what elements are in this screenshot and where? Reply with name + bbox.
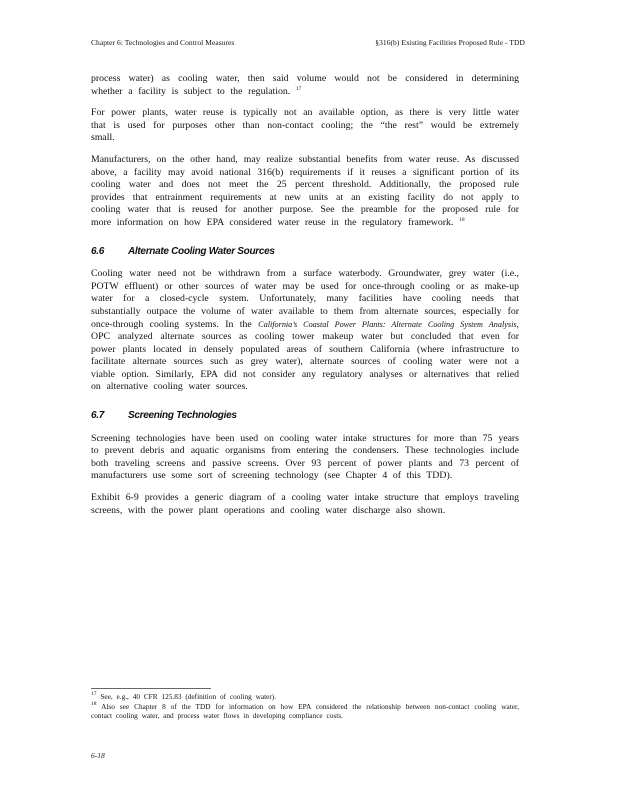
paragraph-power-plants-reuse xyxy=(91,107,519,145)
footnote-18 xyxy=(91,702,519,721)
footnote-mark: 17 xyxy=(91,691,97,697)
paragraph-text: For power plants, water reuse is typically not an available option, as there is very little water that is used for purposes other than non-contact cooling; the “the rest” would be extremely small. xyxy=(91,107,519,144)
header-document-title: §316(b) Existing Facilities Proposed Rule - TDD xyxy=(375,38,525,47)
paragraph-text: , OPC analyzed alternate sources as cooling tower makeup water but concluded that even for power plants located in densely populated areas of southern California (where infrastructure to facilitate alternate sources such as grey water), alternate sources of cooling water were not a viable option. Similarly, EPA did not consider any regulatory analyses or alternatives that relied on alternative cooling water sources. xyxy=(91,318,519,393)
section-heading-6-7 xyxy=(91,410,519,423)
paragraph-text: process water) as cooling water, then said volume would not be considered in determining whether a facility is subject to the regulation. xyxy=(91,73,519,97)
paragraph-exhibit-reference xyxy=(91,492,519,517)
footnote-ref-18: 18 xyxy=(459,216,465,223)
section-number: 6.6 xyxy=(91,245,105,257)
paragraph-manufacturers-reuse xyxy=(91,154,519,230)
page-number: 6-18 xyxy=(91,751,105,760)
header-chapter-title: Chapter 6: Technologies and Control Measures xyxy=(91,38,235,47)
section-heading-6-6 xyxy=(91,246,519,259)
paragraph-text: Manufacturers, on the other hand, may realize substantial benefits from water reuse. As discussed above, a facility may avoid national 316(b) requirements if it reuses a significant portion of its cooling water and does not meet the 25 percent threshold. Additionally, the proposed rule provides that entrainment requirements at new units at an existing facility do not apply to cooling water that is reused for another purpose. See the preamble for the proposed rule for more information on how EPA considered water reuse in the regulatory framework. xyxy=(91,153,519,228)
cited-report-title: California’s Coastal Power Plants: Alternate Cooling System Analysis xyxy=(258,319,517,329)
paragraph-text: Exhibit 6-9 provides a generic diagram of a cooling water intake structure that employs traveling screens, with the power plant operations and cooling water discharge also shown. xyxy=(91,492,519,516)
section-title: Alternate Cooling Water Sources xyxy=(128,245,275,257)
paragraph-screening-technologies xyxy=(91,433,519,483)
footnote-text: Also see Chapter 8 of the TDD for information on how EPA considered the relationship between non-contact cooling water, contact cooling water, and process water flows in developing compliance costs. xyxy=(91,701,519,721)
footnote-text: See, e.g., 40 CFR 125.83 (definition of cooling water). xyxy=(100,692,277,701)
footnote-mark: 18 xyxy=(91,700,97,707)
footnote-ref-17: 17 xyxy=(295,85,302,92)
footnotes xyxy=(91,692,519,721)
paragraph-water-reuse-threshold xyxy=(91,73,519,98)
body-text xyxy=(91,73,519,526)
footnote-divider xyxy=(91,688,211,689)
footnote-17 xyxy=(91,692,519,702)
section-title: Screening Technologies xyxy=(128,410,237,422)
paragraph-text: Cooling water need not be withdrawn from a surface waterbody. Groundwater, grey water (i.e., POTW effluent) or other sources of water may be used for once-through cooling or as make-up water for a closed-cycle system. Unfortunately, many facilities have cooling needs that substantially outpace the volume of water available to them from alternate sources, especially for once-through cooling systems. In the xyxy=(91,268,519,330)
paragraph-alternate-sources xyxy=(91,268,519,394)
paragraph-text: Screening technologies have been used on cooling water intake structures for more than 75 years to prevent debris and aquatic organisms from entering the condensers. These technologies include both traveling screens and passive screens. Over 93 percent of power plants and 73 percent of manufacturers use some sort of screening technology (see Chapter 4 of this TDD). xyxy=(91,432,519,482)
section-number: 6.7 xyxy=(91,410,105,422)
